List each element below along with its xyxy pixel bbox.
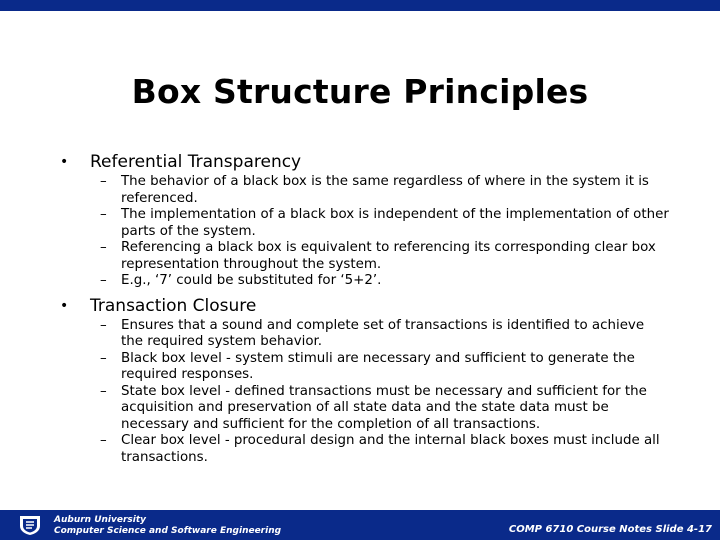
bullet-text: Referential Transparency [90, 152, 302, 172]
sub-item-text: State box level - defined transactions must be necessary and sufficient for the acquisition and preservation of all state data and the state data must be necessary and sufficient for the completion of all transactions. [121, 383, 647, 432]
bullet-item [0, 294, 720, 318]
dash-icon: – [100, 317, 107, 333]
slide-content [0, 146, 720, 468]
sub-item-text: Clear box level - procedural design and the internal black boxes must include all transactions. [121, 433, 660, 465]
sub-item-text: The behavior of a black box is the same regardless of where in the system it is referenced. [121, 174, 649, 206]
sub-item [0, 273, 720, 290]
sub-item-text: Referencing a black box is equivalent to referencing its corresponding clear box representation throughout the system. [121, 240, 656, 272]
dash-icon: – [100, 433, 107, 448]
bullet-icon: • [60, 297, 69, 314]
footer-institution [54, 515, 281, 537]
sub-list [0, 318, 720, 467]
dash-icon: – [100, 273, 107, 288]
sub-item [0, 433, 720, 466]
sub-item-text: Ensures that a sound and complete set of transactions is identified to achieve the required system behavior. [121, 317, 645, 349]
sub-item [0, 174, 720, 207]
bullet-text: Transaction Closure [90, 295, 257, 316]
footer-university: Auburn University [54, 515, 147, 525]
dash-icon: – [100, 383, 107, 399]
dash-icon: – [100, 174, 107, 189]
top-bar [0, 0, 720, 11]
bullet-icon: • [60, 154, 69, 170]
sub-item [0, 207, 720, 240]
footer-slide-number: COMP 6710 Course Notes Slide 4-17 [508, 524, 712, 535]
sub-list [0, 174, 720, 290]
dash-icon: – [100, 350, 107, 366]
sub-item [0, 240, 720, 273]
slide-title: Box Structure Principles [131, 72, 589, 111]
footer-department: Computer Science and Software Engineering [54, 526, 282, 536]
sub-item [0, 318, 720, 351]
sub-item-text: E.g., ‘7’ could be substituted for ‘5+2’. [121, 273, 382, 288]
bullet-item [0, 150, 720, 174]
dash-icon: – [100, 207, 107, 222]
footer-bar [0, 510, 720, 540]
sub-item-text: The implementation of a black box is independent of the implementation of other parts of the system. [121, 207, 669, 239]
dash-icon: – [100, 240, 107, 255]
university-logo-icon [18, 514, 42, 536]
sub-item [0, 384, 720, 434]
sub-item [0, 351, 720, 384]
sub-item-text: Black box level - system stimuli are necessary and sufficient to generate the required responses. [121, 350, 635, 382]
